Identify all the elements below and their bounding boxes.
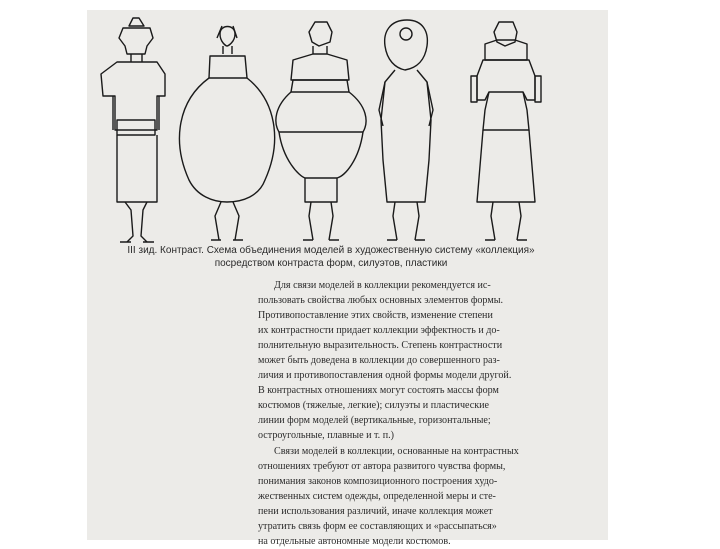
text-line: на отдельные автономные модели костюмов. — [258, 535, 451, 547]
figure-4 — [379, 20, 433, 240]
fashion-figures-illustration — [87, 10, 608, 250]
text-line: Для связи моделей в коллекции рекомендуется ис- — [274, 280, 491, 291]
text-line: утратить связь форм ее составляющих и «рассыпаться» — [258, 520, 497, 532]
text-line: Противопоставление этих свойств, изменение степени — [258, 310, 493, 322]
text-line: В контрастных отношениях могут состоять массы форм — [258, 385, 499, 397]
text-line: может быть доведена в коллекции до совершенного раз- — [258, 355, 500, 367]
figure-2 — [179, 26, 274, 240]
text-line: жественных систем одежды, определенной меры и сте- — [258, 490, 496, 502]
text-line: понимания законов композиционного построения худо- — [258, 475, 498, 487]
figure-1 — [101, 18, 165, 242]
text-line: их контрастности придает коллекции эффектность и до- — [258, 325, 500, 337]
text-line: отношениях требуют от автора развитого чувства формы, — [258, 460, 506, 472]
text-line: личия и противопоставления одной формы модели другой. — [258, 370, 512, 382]
caption-line-2: посредством контраста форм, силуэтов, пластики — [214, 258, 448, 269]
figure-5 — [471, 22, 541, 240]
text-line: пени использования различий, иначе коллекция может — [258, 505, 493, 517]
text-line: линии форм моделей (вертикальные, горизонтальные; — [258, 415, 491, 427]
text-line: остроугольные, плавные и т. п.) — [258, 430, 395, 442]
figure-3 — [276, 22, 366, 240]
text-line: Связи моделей в коллекции, основанные на контрастных — [274, 445, 519, 457]
text-line: пользовать свойства любых основных элементов формы. — [258, 295, 504, 307]
body-paragraphs — [258, 278, 588, 549]
figure-caption — [96, 244, 566, 270]
text-line: полнительную выразительность. Степень контрастности — [258, 340, 503, 352]
caption-line-1: III зид. Контраст. Схема объединения моделей в художественную систему «коллекция» — [127, 245, 535, 256]
text-line: костюмов (тяжелые, легкие); силуэты и пластические — [258, 400, 490, 412]
